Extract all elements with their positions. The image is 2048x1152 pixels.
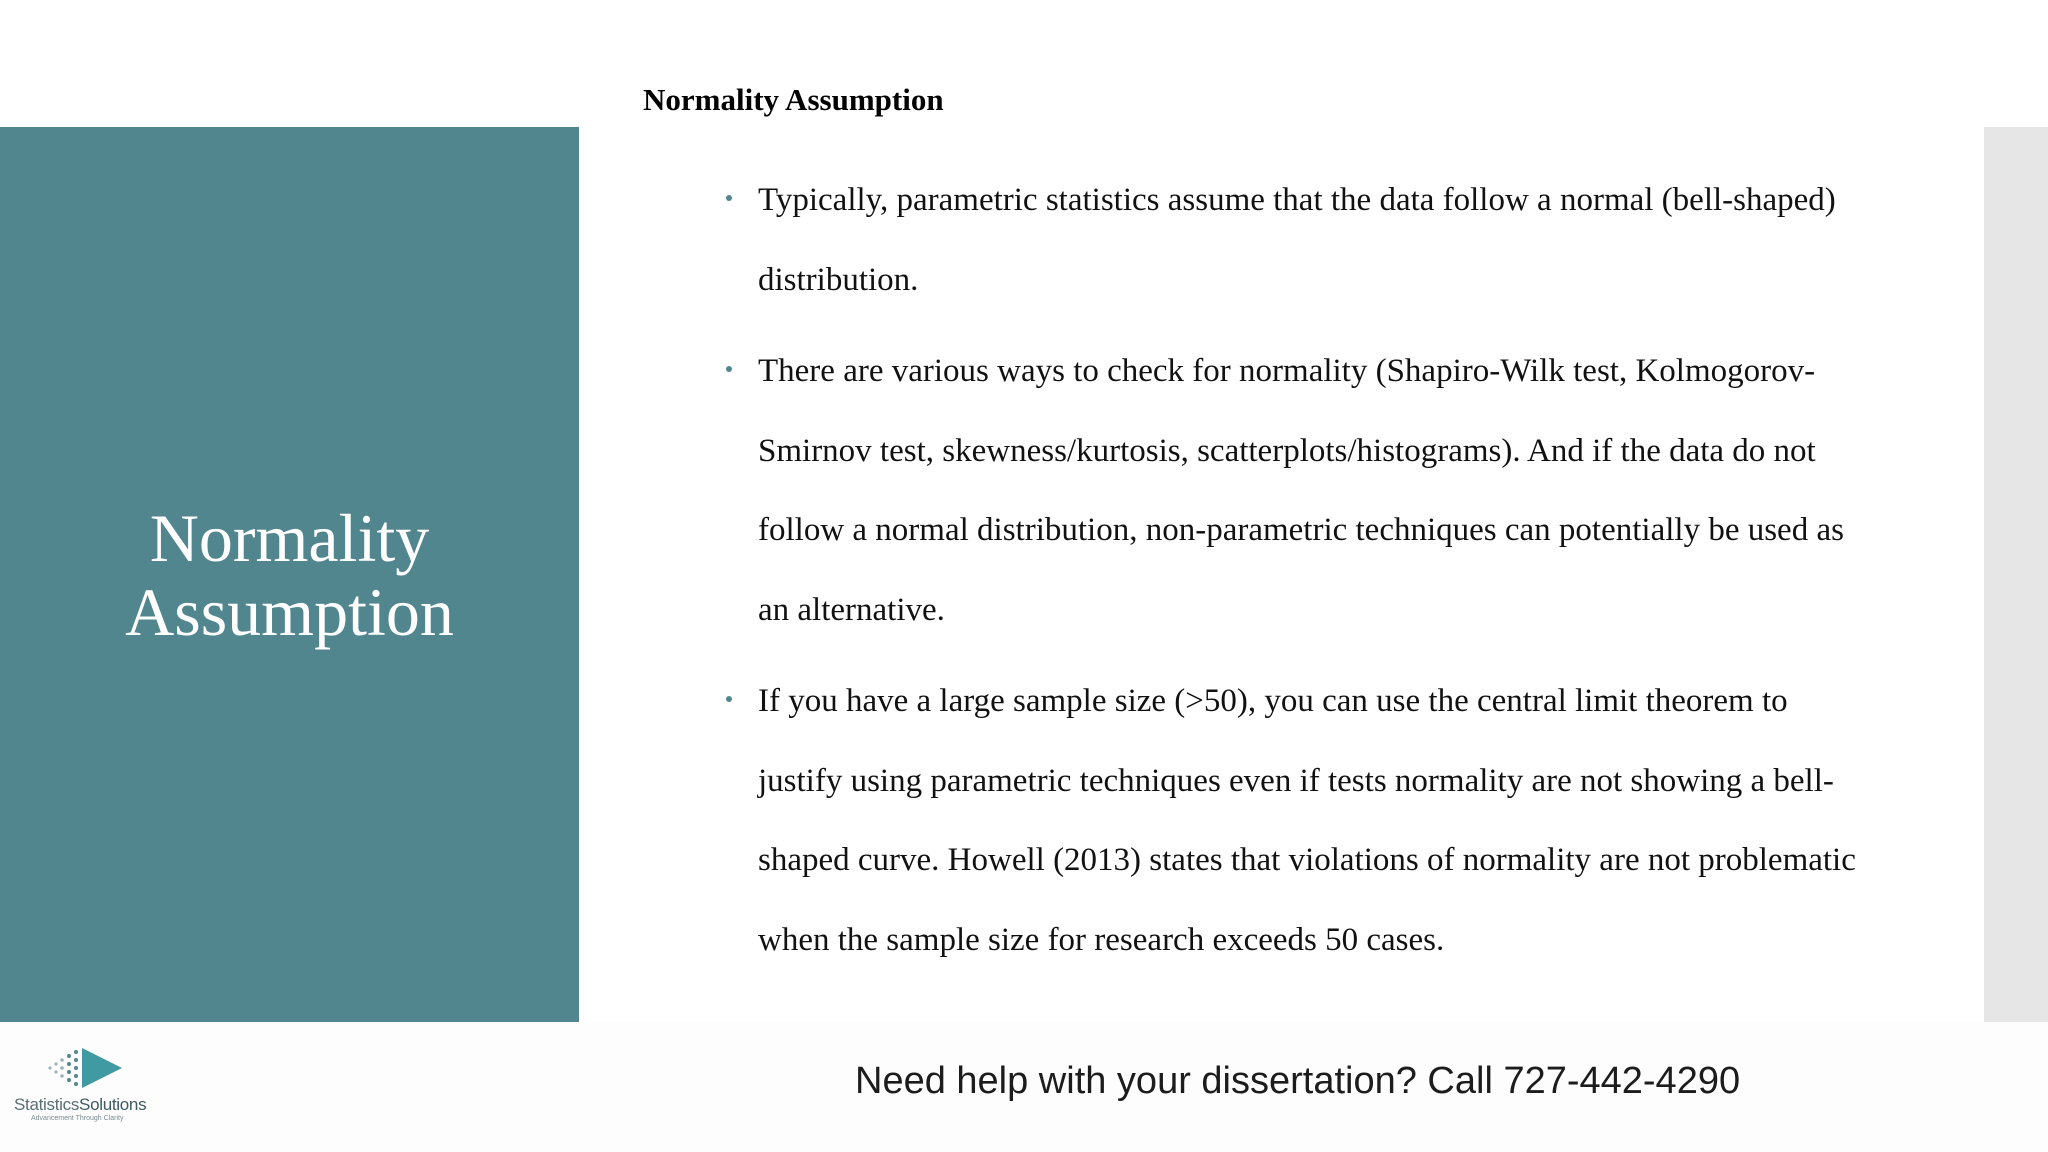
bullet-item <box>700 662 1880 980</box>
logo-tagline: Advancement Through Clarity <box>31 1115 124 1122</box>
bullet-line: Typically, parametric statistics assume that the data follow a normal (bell-shaped) <box>758 182 1836 218</box>
side-title-panel <box>0 127 579 1022</box>
logo-name <box>14 1095 146 1115</box>
footer-call-to-action: Need help with your dissertation? Call 727-442-4290 <box>855 1060 1741 1102</box>
logo-name-part2: Solutions <box>79 1095 147 1114</box>
bullet-line: justify using parametric techniques even if tests normality are not showing a bell- <box>758 762 1834 799</box>
bullet-line: when the sample size for research exceeds 50 cases. <box>758 921 1445 958</box>
side-title-line2: Assumption <box>125 573 454 650</box>
bullet-line: shaped curve. Howell (2013) states that violations of normality are not problematic <box>758 842 1856 878</box>
content-heading: Normality Assumption <box>643 82 944 117</box>
bullet-dot-icon <box>726 195 732 201</box>
bullet-list <box>700 161 1880 992</box>
bullet-dot-icon <box>726 366 732 372</box>
bullet-item <box>700 161 1880 320</box>
company-logo <box>12 1044 172 1124</box>
side-title <box>125 501 454 649</box>
bullet-line: distribution. <box>758 261 919 298</box>
bullet-line: an alternative. <box>758 591 945 628</box>
logo-name-part1: Statistics <box>14 1095 80 1114</box>
bullet-line: Smirnov test, skewness/kurtosis, scatterplots/histograms). And if the data do not <box>758 432 1816 469</box>
play-triangle-with-dots-icon <box>46 1044 146 1092</box>
right-accent-strip <box>1984 127 2048 1022</box>
bullet-line: If you have a large sample size (>50), you can use the central limit theorem to <box>758 683 1788 719</box>
side-title-line1: Normality <box>149 499 430 576</box>
bullet-line: follow a normal distribution, non-parametric techniques can potentially be used as <box>758 512 1844 548</box>
bullet-item <box>700 332 1880 650</box>
bullet-line: There are various ways to check for normality (Shapiro-Wilk test, Kolmogorov- <box>758 353 1816 389</box>
bullet-dot-icon <box>726 696 732 702</box>
